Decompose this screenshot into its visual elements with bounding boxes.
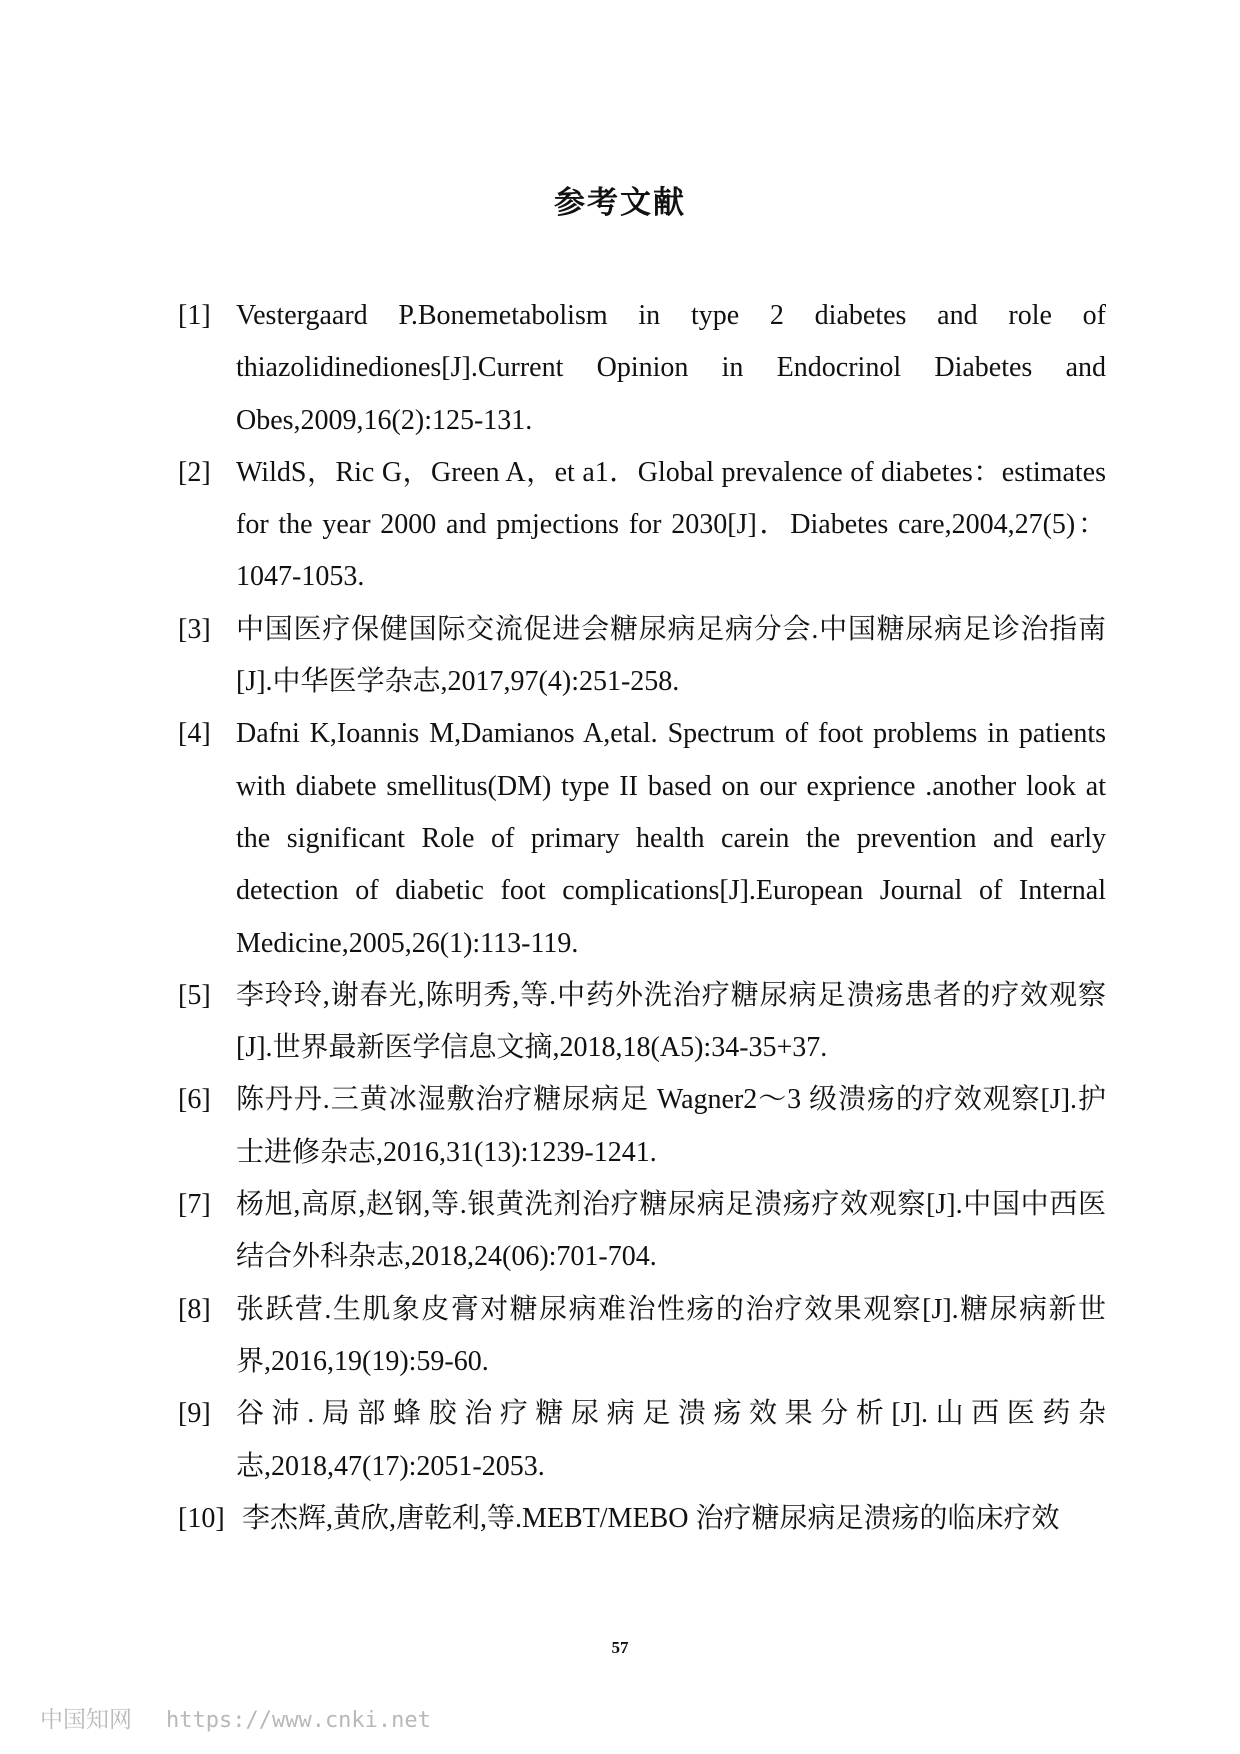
reference-text: 张跃营.生肌象皮膏对糖尿病难治性疡的治疗效果观察[J].糖尿病新世界,2016,19(19):59-60. (236, 1293, 1106, 1377)
reference-item (178, 708, 1106, 969)
reference-text: 中国医疗保健国际交流促进会糖尿病足病分会.中国糖尿病足诊治指南[J].中华医学杂志,2017,97(4):251-258. (236, 613, 1106, 698)
reference-number: [1] (178, 300, 211, 331)
reference-item (178, 1074, 1106, 1179)
reference-text: 李杰辉,黄欣,唐乾利,等.MEBT/MEBO 治疗糖尿病足溃疡的临床疗效 (242, 1502, 1060, 1534)
reference-text: 李玲玲,谢春光,陈明秀,等.中药外洗治疗糖尿病足溃疡患者的疗效观察[J].世界最新医学信息文摘,2018,18(A5):34-35+37. (236, 979, 1106, 1064)
reference-text: WildS，Ric G，Green A，et a1．Global prevalence of diabetes：estimates for the year 2000 and pmjections for 2030[J]．Diabetes care,2004,27(5)：1047-1053. (236, 456, 1106, 593)
reference-number: [4] (178, 718, 211, 750)
reference-number: [3] (178, 613, 211, 645)
page-title: 参考文献 (554, 185, 686, 221)
reference-item (178, 1493, 1106, 1545)
watermark-url: https://www.cnki.net (166, 1708, 431, 1733)
reference-text: 杨旭,高原,赵钢,等.银黄洗剂治疗糖尿病足溃疡疗效观察[J].中国中西医结合外科杂志,2018,24(06):701-704. (236, 1189, 1106, 1273)
reference-number: [9] (178, 1398, 211, 1430)
reference-item (178, 970, 1106, 1075)
reference-number: [7] (178, 1189, 211, 1221)
reference-number: [2] (178, 456, 211, 488)
watermark (40, 1701, 431, 1734)
reference-item (178, 1388, 1106, 1493)
reference-number: [6] (178, 1084, 211, 1116)
reference-item (178, 604, 1106, 709)
page-number: 57 (611, 1638, 629, 1657)
reference-number: [5] (178, 979, 211, 1011)
reference-text: Dafni K,Ioannis M,Damianos A,etal. Spectrum of foot problems in patients with diabete smellitus(DM) type II based on our exprience .another look at the significant Role of primary health carein the prevention and early detection of diabetic foot complications[J].European Journal of Internal Medicine,2005,26(1):113-119. (236, 718, 1106, 959)
reference-text: 谷沛.局部蜂胶治疗糖尿病足溃疡效果分析[J].山西医药杂志,2018,47(17):2051-2053. (236, 1398, 1106, 1482)
reference-item (178, 447, 1106, 604)
reference-text: Vestergaard P.Bonemetabolism in type 2 diabetes and role of thiazolidinediones[J].Current Opinion in Endocrinol Diabetes and Obes,2009,16(2):125-131. (236, 300, 1106, 436)
reference-item (178, 1284, 1106, 1389)
reference-number: [10] (178, 1502, 225, 1534)
reference-number: [8] (178, 1293, 211, 1325)
reference-item (178, 290, 1106, 447)
reference-item (178, 1179, 1106, 1284)
reference-list (178, 290, 1106, 1545)
reference-text: 陈丹丹.三黄冰湿敷治疗糖尿病足 Wagner2～3 级溃疡的疗效观察[J].护士进修杂志,2016,31(13):1239-1241. (236, 1084, 1106, 1168)
watermark-name: 中国知网 (40, 1707, 132, 1733)
